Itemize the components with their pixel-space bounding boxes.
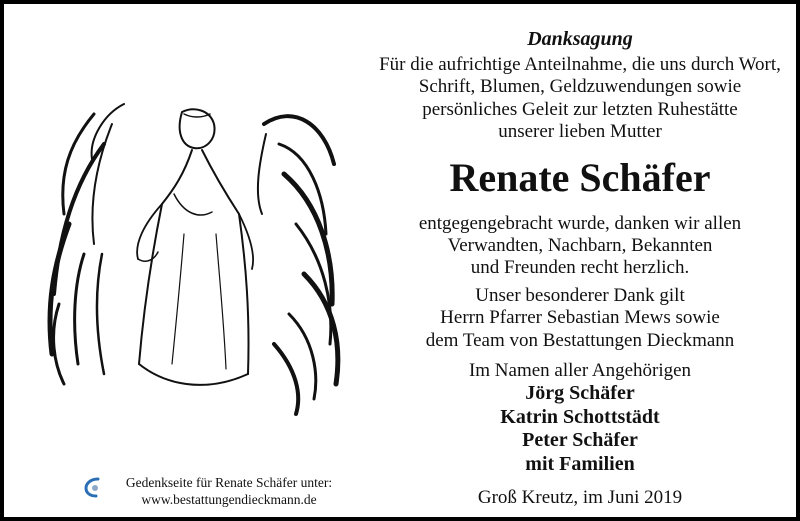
- signatory: Peter Schäfer: [522, 429, 638, 452]
- signatory: Katrin Schottstädt: [500, 405, 660, 428]
- notice-text: [376, 26, 784, 509]
- memorial-logo-icon: [84, 476, 102, 498]
- thanks-line: Verwandten, Nachbarn, Bekannten: [447, 235, 713, 257]
- memorial-footer-text: [104, 474, 354, 508]
- special-thanks-line: dem Team von Bestattungen Dieckmann: [425, 329, 735, 351]
- thanks-line: entgegengebracht wurde, danken wir allen: [418, 212, 742, 234]
- intro-line: persönliches Geleit zur letzten Ruhestätte: [422, 98, 738, 120]
- notice-heading: Danksagung: [527, 28, 633, 50]
- special-thanks-line: Herrn Pfarrer Sebastian Mews sowie: [440, 307, 720, 329]
- memorial-footer-line: Gedenkseite für Renate Schäfer unter:: [125, 475, 333, 490]
- intro-line: unserer lieben Mutter: [498, 121, 662, 143]
- signatory: mit Familien: [525, 452, 635, 475]
- on-behalf-line: Im Namen aller Angehörigen: [468, 360, 692, 382]
- angel-icon: [34, 84, 364, 424]
- intro-line: Schrift, Blumen, Geldzuwendungen sowie: [418, 76, 742, 98]
- special-thanks-line: Unser besonderer Dank gilt: [475, 284, 685, 306]
- signatory: Jörg Schäfer: [525, 382, 635, 405]
- deceased-name: Renate Schäfer: [449, 154, 711, 200]
- intro-line: Für die aufrichtige Anteilnahme, die uns durch Wort,: [379, 54, 781, 75]
- memorial-website-link[interactable]: www.bestattungendieckmann.de: [141, 492, 317, 507]
- place-date: Groß Kreutz, im Juni 2019: [477, 487, 683, 509]
- thanks-line: und Freunden recht herzlich.: [470, 257, 690, 279]
